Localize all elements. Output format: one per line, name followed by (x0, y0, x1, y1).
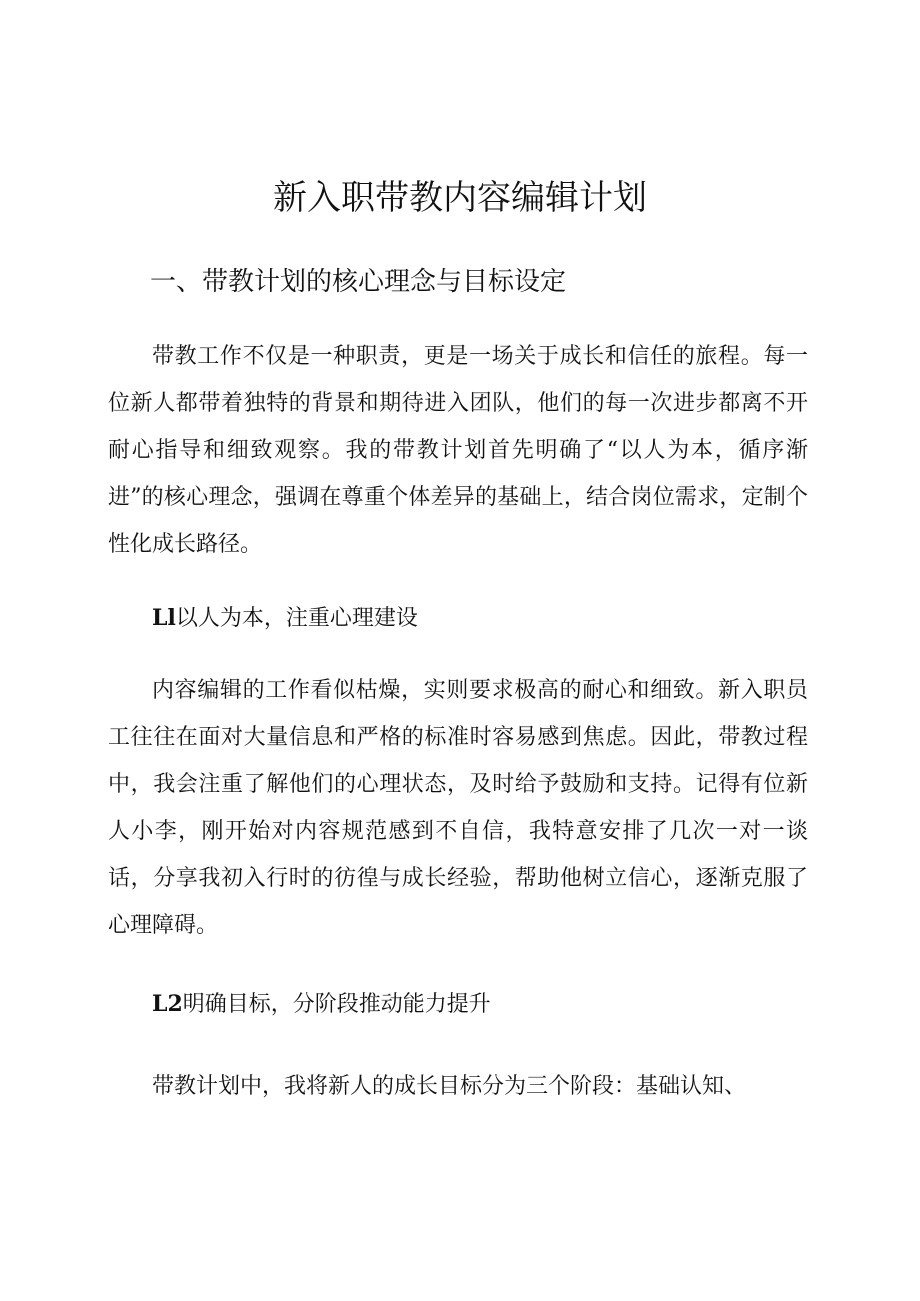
subsection-number-1: Ll (152, 605, 176, 631)
subsection-title-1: 以人为本，注重心理建设 (175, 606, 418, 631)
subsection-title-2: 明确目标，分阶段推动能力提升 (182, 992, 491, 1017)
subsection-heading-2 (152, 986, 491, 1023)
subsection-heading-1 (152, 600, 418, 637)
subsection-paragraph-1: 内容编辑的工作看似枯燥，实则要求极高的耐心和细致。新入职员工往往在面对大量信息和严格的标准时容易感到焦虑。因此，带教过程中，我会注重了解他们的心理状态，及时给予鼓励和支持。记得有位新人小李，刚开始对内容规范感到不自信，我特意安排了几次一对一谈话，分享我初入行时的彷徨与成长经验，帮助他树立信心，逐渐克服了心理障碍。 (108, 678, 808, 938)
subsection-number-2: L2 (152, 991, 183, 1017)
document-title: 新入职带教内容编辑计划 (273, 178, 647, 218)
section-heading: 一、带教计划的核心理念与目标设定 (150, 267, 567, 297)
intro-paragraph: 带教工作不仅是一种职责，更是一场关于成长和信任的旅程。每一位新人都带着独特的背景和期待进入团队，他们的每一次进步都离不开耐心指导和细致观察。我的带教计划首先明确了“以人为本，循序渐进”的核心理念，强调在尊重个体差异的基础上，结合岗位需求，定制个性化成长路径。 (108, 344, 808, 557)
subsection-paragraph-2: 带教计划中，我将新人的成长目标分为三个阶段：基础认知、 (152, 1074, 747, 1099)
